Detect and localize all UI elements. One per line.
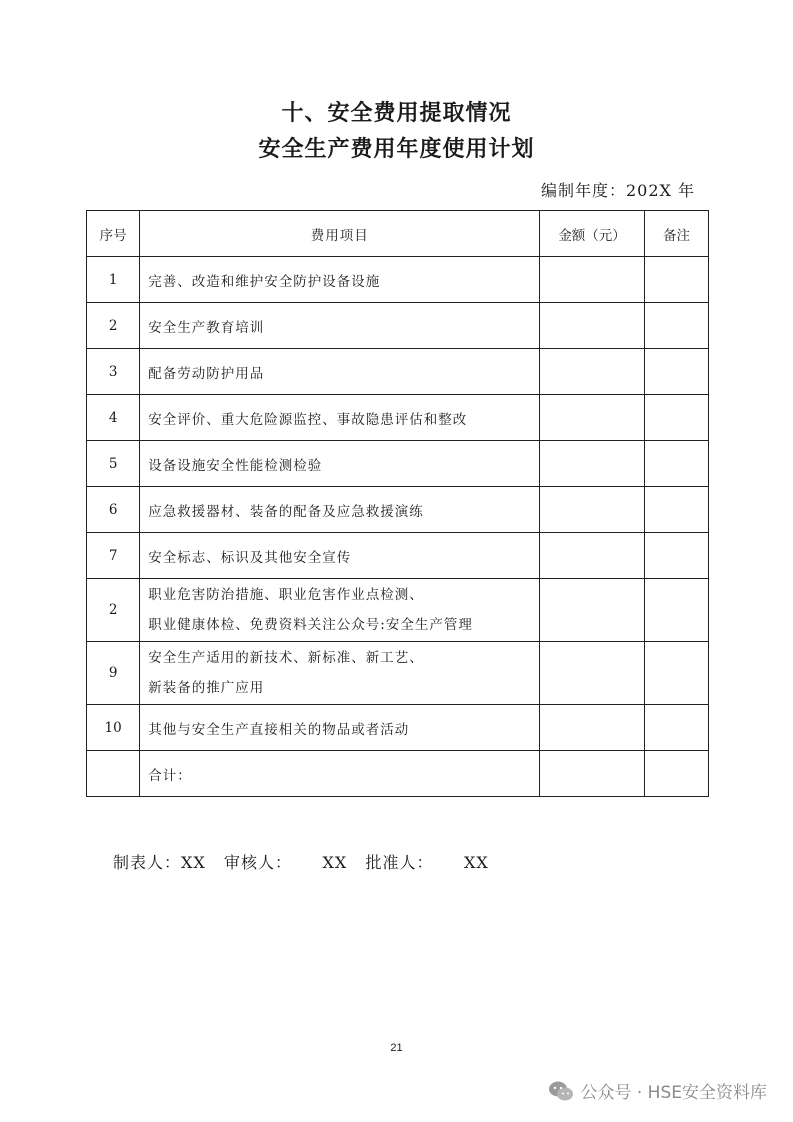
row-note [644, 257, 708, 303]
signature-line: 制表人：XX 审核人： XX 批准人： XX [113, 853, 489, 872]
row-amount [540, 705, 645, 751]
row-no: 5 [87, 441, 140, 487]
row-note [644, 395, 708, 441]
row-no [87, 751, 140, 797]
compile-year: 编制年度：202X 年 [540, 181, 695, 200]
row-note [644, 705, 708, 751]
table-row [87, 349, 709, 395]
table-row [87, 579, 709, 642]
page-number: 21 [390, 1042, 403, 1054]
row-item-line: 职业危害防治措施、职业危害作业点检测、 [148, 587, 424, 603]
total-note [644, 751, 708, 797]
expense-plan-table [86, 210, 709, 797]
table-row [87, 705, 709, 751]
table-total-row [87, 751, 709, 797]
watermark-text: 公众号 · HSE安全资料库 [580, 1083, 767, 1103]
row-item [140, 642, 540, 705]
header-item: 费用项目 [140, 211, 540, 257]
row-note [644, 579, 708, 642]
header-no: 序号 [87, 211, 140, 257]
row-no: 10 [87, 705, 140, 751]
row-amount [540, 349, 645, 395]
table-row [87, 303, 709, 349]
row-no: 1 [87, 257, 140, 303]
row-amount [540, 533, 645, 579]
table-row [87, 642, 709, 705]
watermark [548, 1078, 767, 1103]
table-row [87, 257, 709, 303]
row-no: 3 [87, 349, 140, 395]
table-row [87, 441, 709, 487]
row-amount [540, 257, 645, 303]
total-amount [540, 751, 645, 797]
table-row [87, 395, 709, 441]
row-item: 应急救援器材、装备的配备及应急救援演练 [140, 487, 540, 533]
row-amount [540, 487, 645, 533]
row-amount [540, 579, 645, 642]
row-item-line: 安全生产适用的新技术、新标准、新工艺、 [148, 650, 424, 666]
row-no: 2 [87, 303, 140, 349]
header-amount: 金额（元） [540, 211, 645, 257]
row-item-line: 新装备的推广应用 [148, 680, 265, 696]
row-note [644, 303, 708, 349]
row-no: 6 [87, 487, 140, 533]
table-row [87, 487, 709, 533]
row-note [644, 642, 708, 705]
document-subtitle: 安全生产费用年度使用计划 [258, 136, 535, 162]
row-note [644, 533, 708, 579]
total-label: 合计： [140, 751, 540, 797]
row-item: 设备设施安全性能检测检验 [140, 441, 540, 487]
row-no: 2 [87, 579, 140, 642]
row-amount [540, 441, 645, 487]
row-item: 安全评价、重大危险源监控、事故隐患评估和整改 [140, 395, 540, 441]
header-note: 备注 [644, 211, 708, 257]
document-title: 十、安全费用提取情况 [281, 100, 512, 126]
row-item: 安全标志、标识及其他安全宣传 [140, 533, 540, 579]
wechat-icon [548, 1080, 574, 1102]
row-item: 配备劳动防护用品 [140, 349, 540, 395]
row-item: 其他与安全生产直接相关的物品或者活动 [140, 705, 540, 751]
row-amount [540, 642, 645, 705]
row-no: 9 [87, 642, 140, 705]
table-row [87, 533, 709, 579]
row-item-line: 职业健康体检、免费资料关注公众号:安全生产管理 [148, 617, 473, 633]
row-note [644, 349, 708, 395]
row-no: 7 [87, 533, 140, 579]
table-header-row [87, 211, 709, 257]
row-item: 完善、改造和维护安全防护设备设施 [140, 257, 540, 303]
row-no: 4 [87, 395, 140, 441]
row-item [140, 579, 540, 642]
row-note [644, 487, 708, 533]
row-amount [540, 395, 645, 441]
row-item: 安全生产教育培训 [140, 303, 540, 349]
row-amount [540, 303, 645, 349]
row-note [644, 441, 708, 487]
